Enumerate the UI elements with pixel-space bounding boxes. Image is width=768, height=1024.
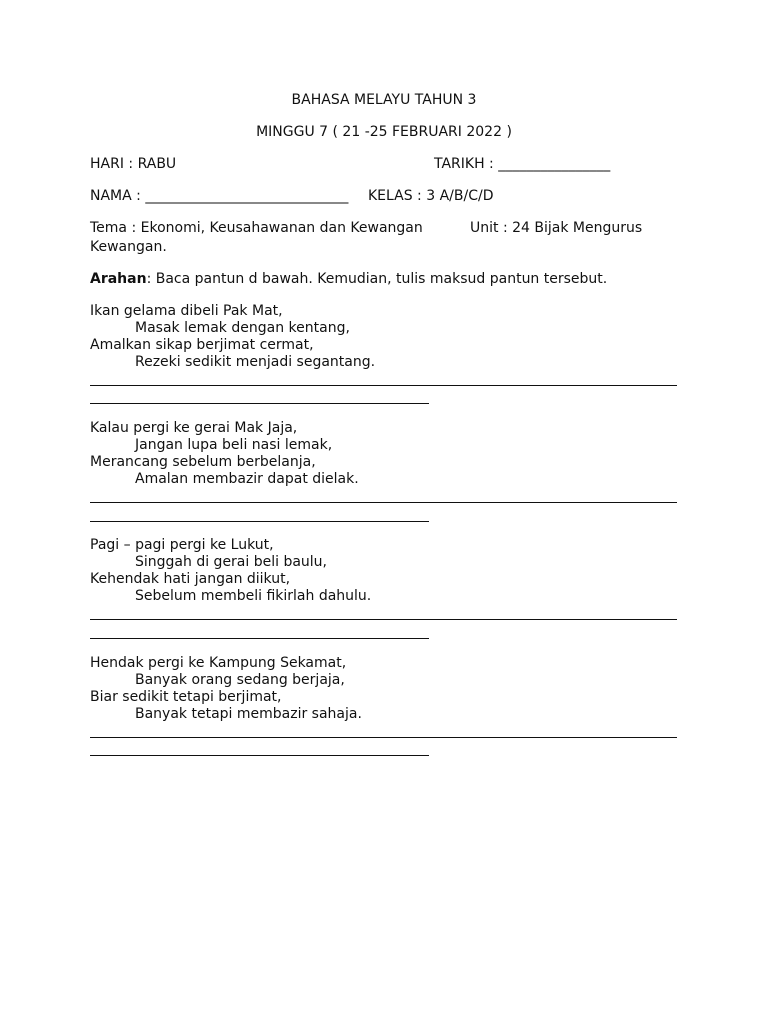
tema-text: Tema : Ekonomi, Keusahawanan dan Kewangan [90,220,423,236]
nama-field: NAMA : _____________________________ [90,188,349,204]
kelas-field: KELAS : 3 A/B/C/D [368,188,494,204]
answer-line[interactable] [90,502,677,503]
pantun-line: Merancang sebelum berbelanja, [90,454,316,470]
pantun-stanza [90,655,362,723]
answer-line[interactable] [90,385,677,386]
answer-line[interactable] [90,638,429,639]
pantun-line: Amalan membazir dapat dielak. [135,471,359,487]
worksheet-title: BAHASA MELAYU TAHUN 3 [291,92,477,108]
instruction-text: : Baca pantun d bawah. Kemudian, tulis maksud pantun tersebut. [146,271,608,287]
pantun-line: Singgah di gerai beli baulu, [135,554,328,570]
instruction [90,271,607,288]
answer-line[interactable] [90,521,429,522]
pantun-line: Rezeki sedikit menjadi segantang. [135,354,376,370]
pantun-line: Amalkan sikap berjimat cermat, [90,337,314,353]
pantun-stanza [90,537,371,605]
pantun-line: Kalau pergi ke gerai Mak Jaja, [90,420,298,436]
worksheet-week: MINGGU 7 ( 21 -25 FEBRUARI 2022 ) [256,124,512,140]
tarikh-field: TARIKH : ________________ [434,156,611,172]
hari-field: HARI : RABU [90,156,177,172]
pantun-stanza [90,303,375,371]
pantun-line: Biar sedikit tetapi berjimat, [90,689,282,705]
pantun-line: Sebelum membeli fikirlah dahulu. [135,588,372,604]
pantun-line: Banyak tetapi membazir sahaja. [135,706,362,722]
unit-text-continued: Kewangan. [90,239,167,255]
pantun-line: Pagi – pagi pergi ke Lukut, [90,537,274,553]
pantun-stanza [90,420,359,488]
unit-text: Unit : 24 Bijak Mengurus [470,220,643,236]
answer-line[interactable] [90,619,677,620]
pantun-line: Kehendak hati jangan diikut, [90,571,291,587]
pantun-line: Banyak orang sedang berjaja, [135,672,345,688]
answer-line[interactable] [90,403,429,404]
answer-line[interactable] [90,737,677,738]
instruction-label: Arahan [90,271,147,287]
pantun-line: Masak lemak dengan kentang, [135,320,350,336]
pantun-line: Jangan lupa beli nasi lemak, [135,437,333,453]
pantun-line: Ikan gelama dibeli Pak Mat, [90,303,283,319]
answer-line[interactable] [90,755,429,756]
pantun-line: Hendak pergi ke Kampung Sekamat, [90,655,347,671]
